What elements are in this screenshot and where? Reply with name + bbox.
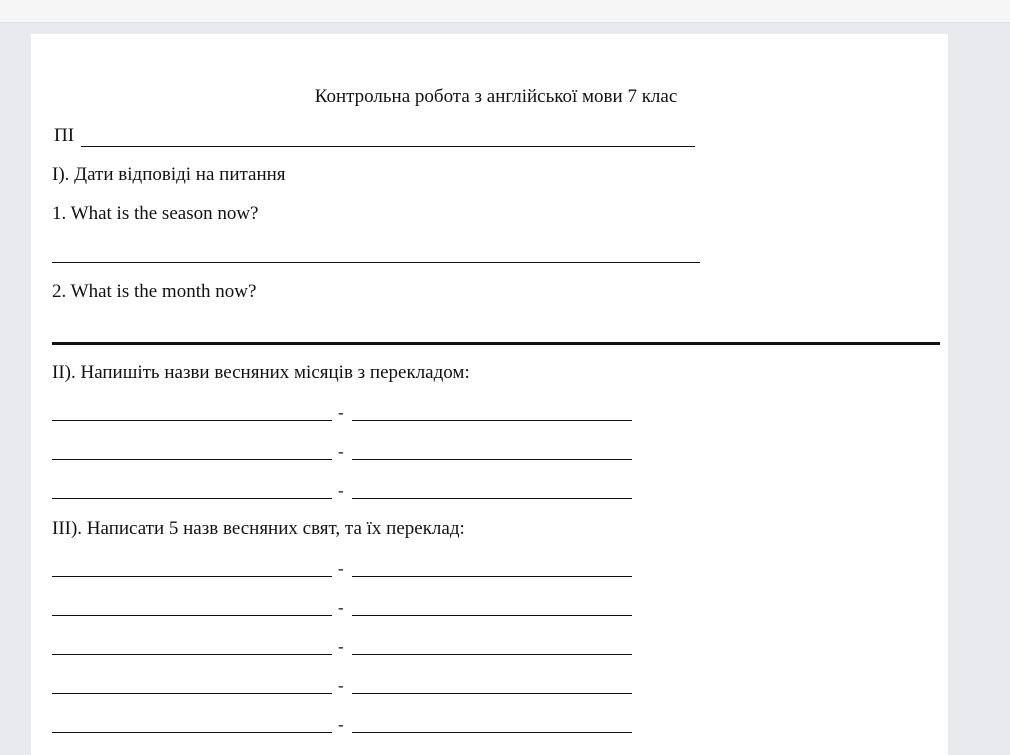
holiday-dash: -: [338, 715, 344, 734]
holiday-right-line: [352, 615, 632, 616]
month-right-line: [352, 420, 632, 421]
holiday-right-line: [352, 732, 632, 733]
month-right-line: [352, 498, 632, 499]
holiday-left-line: [52, 732, 332, 733]
month-left-line: [52, 498, 332, 499]
month-left-line: [52, 459, 332, 460]
holiday-left-line: [52, 615, 332, 616]
month-left-line: [52, 420, 332, 421]
holiday-right-line: [352, 693, 632, 694]
section-2-heading: ІІ). Напишіть назви весняних місяців з перекладом:: [52, 362, 470, 383]
holiday-dash: -: [338, 559, 344, 578]
question-1: 1. What is the season now?: [52, 203, 259, 224]
answer-1-line: [52, 262, 700, 263]
month-right-line: [352, 459, 632, 460]
holiday-dash: -: [338, 637, 344, 656]
holiday-dash: -: [338, 598, 344, 617]
holiday-left-line: [52, 693, 332, 694]
holiday-left-line: [52, 576, 332, 577]
holiday-left-line: [52, 654, 332, 655]
viewer-top-strip: [0, 0, 1010, 23]
holiday-right-line: [352, 576, 632, 577]
name-blank-line: [81, 146, 695, 147]
document-page: [31, 34, 948, 755]
holiday-right-line: [352, 654, 632, 655]
question-2: 2. What is the month now?: [52, 281, 257, 302]
holiday-dash: -: [338, 676, 344, 695]
month-dash: -: [338, 442, 344, 461]
section-1-heading: І). Дати відповіді на питання: [52, 164, 286, 185]
answer-2-line: [52, 342, 940, 345]
name-label: ПІ: [54, 125, 75, 146]
document-title: Контрольна робота з англійської мови 7 клас: [314, 86, 678, 107]
month-dash: -: [338, 403, 344, 422]
section-3-heading: ІІІ). Написати 5 назв весняних свят, та їх переклад:: [52, 518, 465, 539]
month-dash: -: [338, 481, 344, 500]
